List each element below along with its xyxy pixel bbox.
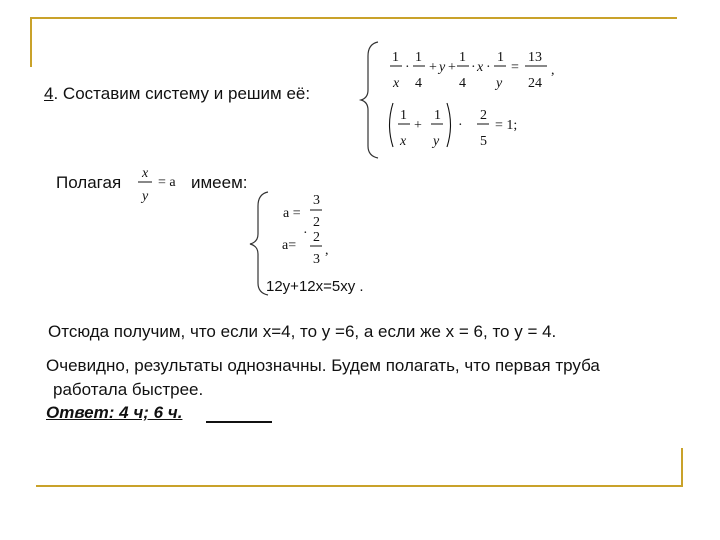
s1l2-x: x — [400, 134, 407, 149]
s1l2-rhs: = 1; — [495, 118, 518, 133]
s1l1-x-b: x — [477, 60, 484, 75]
s2l1-lhs: a = — [283, 206, 301, 221]
heading-text: . Составим систему и решим её: — [53, 84, 311, 103]
s1l2-one-b: 1 — [434, 108, 441, 123]
s2l2-num: 2 — [313, 230, 320, 245]
s1l1-dot-a: · — [405, 60, 410, 75]
obvious-line-2: работала быстрее. — [53, 380, 204, 399]
s1l1-plus-a: + — [429, 60, 437, 75]
s1l1-comma: , — [551, 63, 555, 78]
substitution-prefix: Полагая — [56, 173, 122, 192]
frame-bottom-line — [36, 485, 683, 487]
s1l1-x-a: x — [393, 76, 400, 91]
s1l2-five: 5 — [480, 134, 487, 149]
s1l2-two: 2 — [480, 108, 487, 123]
frame-right-line — [681, 448, 683, 487]
substitution-suffix: имеем: — [191, 173, 248, 192]
s1l1-dot-c: · — [486, 60, 491, 75]
s1l1-one-c: 1 — [459, 50, 466, 65]
s1l2-y: y — [433, 134, 440, 149]
s1l1-eq: = — [511, 60, 519, 75]
heading — [44, 84, 310, 104]
s1l1-dot-b: · — [471, 60, 476, 75]
system1-brace — [361, 42, 378, 158]
heading-number: 4 — [44, 84, 54, 103]
answer-blank-line — [206, 421, 272, 423]
sub-frac-den: y — [142, 189, 149, 204]
s1l2-dot: · — [458, 118, 463, 133]
s2l2-comma: , — [325, 243, 329, 258]
s1l2-paren-right — [447, 103, 451, 147]
s1l2-one-a: 1 — [400, 108, 407, 123]
obvious-line-1: Очевидно, результаты однозначны. Будем полагать, что первая труба — [46, 356, 600, 375]
s1l1-plus-b: + — [448, 60, 456, 75]
s2l2-den: 3 — [313, 252, 320, 267]
s1l1-four-b: 4 — [459, 76, 466, 91]
s1l1-y-a: y — [439, 60, 446, 75]
sub-eq-a: = a — [158, 175, 176, 190]
system2-line3: 12y+12x=5xy . — [266, 278, 364, 295]
s1l1-y-b: y — [496, 76, 503, 91]
s1l2-paren-left — [390, 103, 394, 147]
s2l2-lhs: a= — [282, 238, 297, 253]
s1l2-plus: + — [414, 118, 422, 133]
s1l1-one-b: 1 — [415, 50, 422, 65]
s1l1-one-a: 1 — [392, 50, 399, 65]
answer — [46, 403, 182, 423]
frame-top-line — [30, 17, 677, 19]
answer-text: Ответ: 4 ч; 6 ч. — [46, 403, 183, 422]
s1l1-four-a: 4 — [415, 76, 422, 91]
s1l1-den: 24 — [528, 76, 542, 91]
conclusion-text: Отсюда получим, что если х=4, то у =6, а если же х = 6, то у = 4. — [48, 322, 557, 341]
s2l1-den: 2 — [313, 215, 320, 230]
frame-left-line — [30, 17, 32, 67]
s2l2-dot: · — [303, 226, 308, 241]
substitution-fraction — [136, 164, 196, 204]
sub-frac-num: x — [142, 166, 149, 181]
s2l1-num: 3 — [313, 193, 320, 208]
s1l1-one-d: 1 — [497, 50, 504, 65]
s1l1-num: 13 — [528, 50, 542, 65]
